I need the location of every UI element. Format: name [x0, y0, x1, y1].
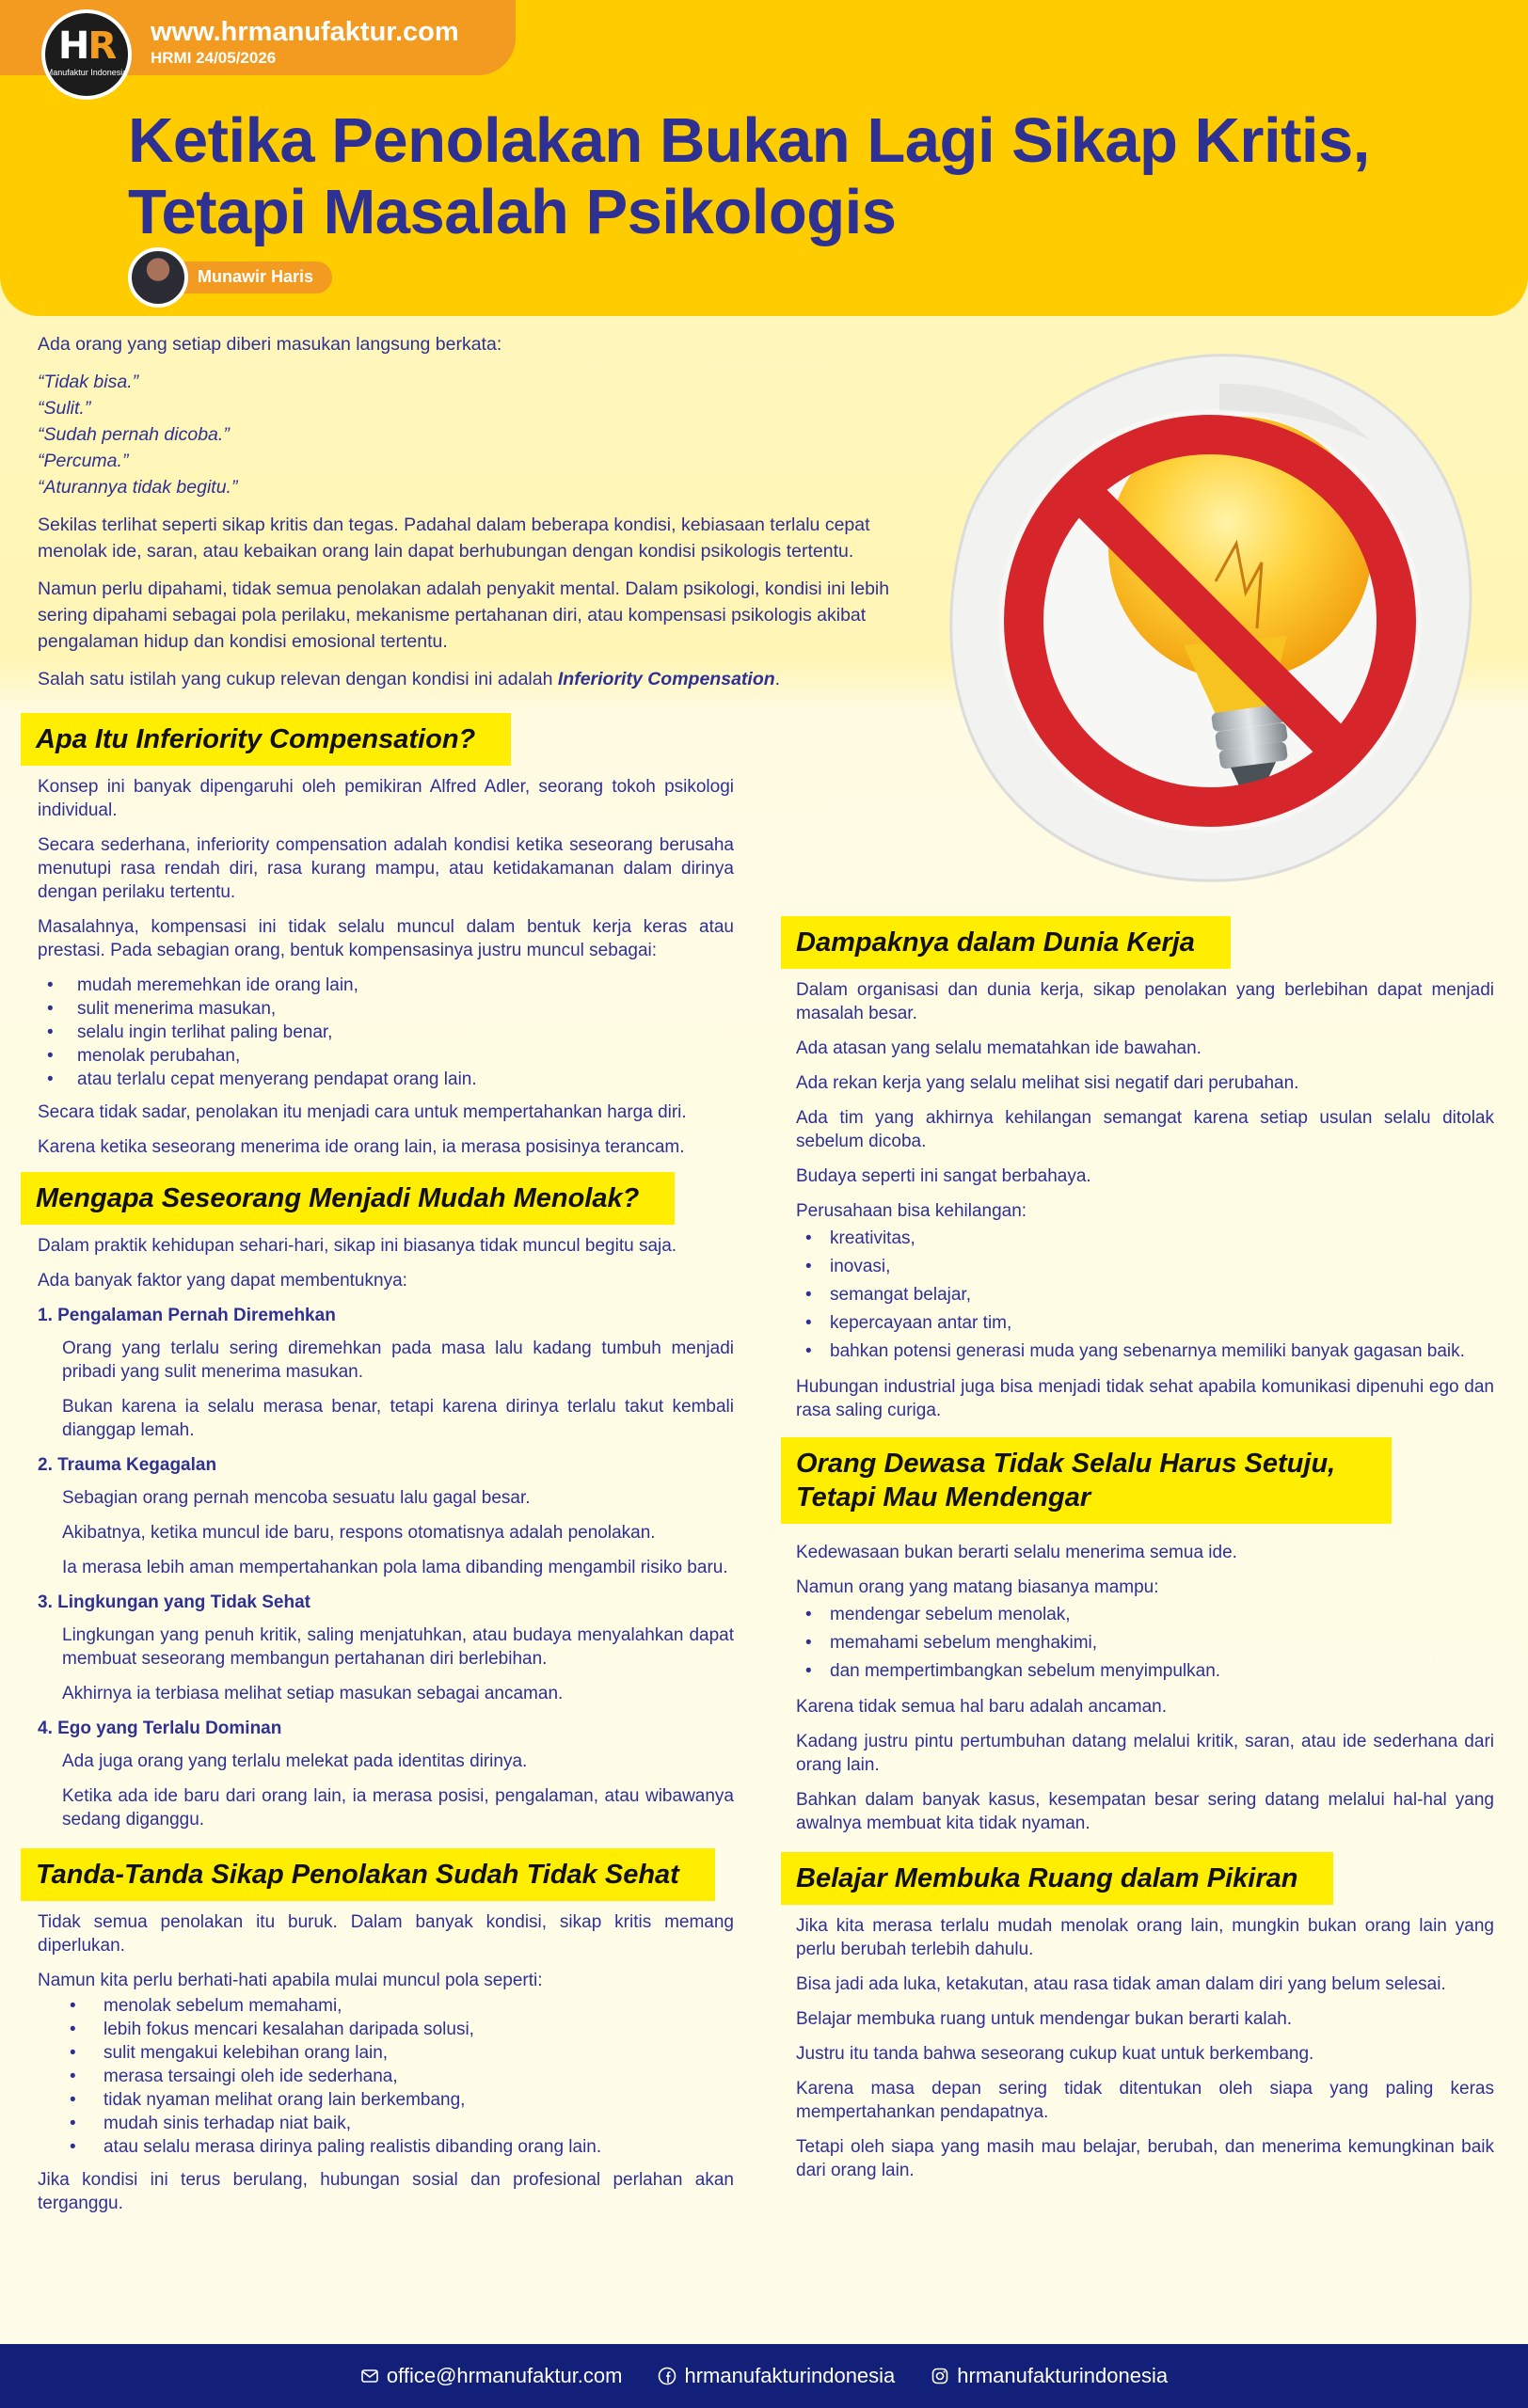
- footer-bar: [0, 2344, 1528, 2408]
- list-item: • kreativitas,: [796, 1225, 1494, 1253]
- instagram-text: hrmanufakturindonesia: [957, 2364, 1169, 2387]
- logo-mark: HR: [57, 24, 116, 68]
- paragraph: Ada rekan kerja yang selalu melihat sisi negatif dari perubahan.: [796, 1073, 1299, 1093]
- list-item: • memahami sebelum menghakimi,: [796, 1629, 1494, 1657]
- section-heading: Belajar Membuka Ruang dalam Pikiran: [781, 1852, 1333, 1905]
- paragraph: Masalahnya, kompensasi ini tidak selalu muncul dalam bentuk kerja keras atau prestasi. Pada sebagian orang, bentuk kompensasinya justru muncul sebagai:: [38, 917, 734, 960]
- heading-line: Orang Dewasa Tidak Selalu Harus Setuju,: [796, 1449, 1336, 1479]
- quote-item: “Sudah pernah dicoba.”: [38, 424, 230, 445]
- avatar: [128, 247, 188, 308]
- intro-lead: Ada orang yang setiap diberi masukan langsung berkata:: [38, 334, 502, 355]
- instagram-icon: [931, 2367, 949, 2385]
- paragraph: Orang yang terlalu sering diremehkan pada masa lalu kadang tumbuh menjadi pribadi yang sulit menerima masukan.: [62, 1339, 734, 1382]
- list-item: • semangat belajar,: [796, 1281, 1494, 1309]
- paragraph: Justru itu tanda bahwa seseorang cukup kuat untuk berkembang.: [796, 2044, 1314, 2064]
- bullet-list: [38, 1994, 734, 2159]
- list-item: • tidak nyaman melihat orang lain berkembang,: [38, 2088, 734, 2112]
- footer-instagram[interactable]: [931, 2364, 1168, 2388]
- list-item: • inovasi,: [796, 1253, 1494, 1281]
- paragraph: Dalam organisasi dan dunia kerja, sikap penolakan yang berlebihan dapat menjadi masalah besar.: [796, 980, 1494, 1023]
- intro-paragraph: Namun perlu dipahami, tidak semua penolakan adalah penyakit mental. Dalam psikologi, kondisi ini lebih sering dipahami sebagai pola perilaku, mekanisme pertahanan diri, atau kompensasi psikologis akibat pengalaman hidup dan kondisi emosional tertentu.: [38, 578, 890, 652]
- factor-heading: 4. Ego yang Terlalu Dominan: [38, 1719, 282, 1738]
- paragraph: Akibatnya, ketika muncul ide baru, respons otomatisnya adalah penolakan.: [62, 1523, 656, 1543]
- list-item: • menolak sebelum memahami,: [38, 1994, 734, 2018]
- brand-logo: [41, 9, 132, 100]
- list-item: • dan mempertimbangkan sebelum menyimpulkan.: [796, 1657, 1494, 1686]
- page-title: [128, 105, 1483, 248]
- intro-paragraph: [38, 666, 918, 692]
- paragraph: Sebagian orang pernah mencoba sesuatu lalu gagal besar.: [62, 1488, 531, 1508]
- factor-heading: 3. Lingkungan yang Tidak Sehat: [38, 1592, 310, 1612]
- facebook-icon: [658, 2367, 676, 2385]
- paragraph: Jika kondisi ini terus berulang, hubungan sosial dan profesional perlahan akan terganggu.: [38, 2170, 734, 2213]
- list-item: • menolak perubahan,: [38, 1044, 734, 1068]
- section-heading: Tanda-Tanda Sikap Penolakan Sudah Tidak Sehat: [21, 1848, 715, 1901]
- quote-list: [38, 369, 918, 500]
- list-item: • mudah sinis terhadap niat baik,: [38, 2112, 734, 2135]
- quote-item: “Sulit.”: [38, 398, 91, 419]
- intro-text: .: [774, 669, 781, 689]
- paragraph: Ada atasan yang selalu mematahkan ide bawahan.: [796, 1038, 1202, 1058]
- paragraph: Ia merasa lebih aman mempertahankan pola lama dibanding mengambil risiko baru.: [62, 1558, 728, 1577]
- paragraph: Kadang justru pintu pertumbuhan datang melalui kritik, saran, atau ide sederhana dari orang lain.: [796, 1732, 1494, 1775]
- intro-section: [38, 331, 918, 704]
- list-item: • kepercayaan antar tim,: [796, 1309, 1494, 1338]
- right-column: [781, 916, 1494, 2194]
- factor-heading: 2. Trauma Kegagalan: [38, 1455, 217, 1475]
- title-line-1: Ketika Penolakan Bukan Lagi Sikap Kritis,: [128, 105, 1370, 176]
- paragraph: Bisa jadi ada luka, ketakutan, atau rasa tidak aman dalam diri yang belum selesai.: [796, 1974, 1446, 1994]
- no-entry-bulb-illustration: [937, 346, 1483, 892]
- list-item: • atau terlalu cepat menyerang pendapat orang lain.: [38, 1068, 734, 1091]
- paragraph: Karena masa depan sering tidak ditentukan oleh siapa yang paling keras mempertahankan pendapatnya.: [796, 2079, 1494, 2122]
- section-heading: [781, 1437, 1392, 1524]
- quote-item: “Aturannya tidak begitu.”: [38, 477, 238, 498]
- paragraph: Hubungan industrial juga bisa menjadi tidak sehat apabila komunikasi dipenuhi ego dan rasa saling curiga.: [796, 1377, 1494, 1420]
- paragraph: Bahkan dalam banyak kasus, kesempatan besar sering datang melalui hal-hal yang awalnya membuat kita tidak nyaman.: [796, 1790, 1494, 1833]
- paragraph: Konsep ini banyak dipengaruhi oleh pemikiran Alfred Adler, seorang tokoh psikologi individual.: [38, 777, 734, 820]
- paragraph: Secara tidak sadar, penolakan itu menjadi cara untuk mempertahankan harga diri.: [38, 1102, 687, 1122]
- paragraph: Namun orang yang matang biasanya mampu:: [796, 1577, 1159, 1597]
- paragraph: Karena tidak semua hal baru adalah ancaman.: [796, 1697, 1167, 1717]
- footer-facebook[interactable]: [658, 2364, 895, 2388]
- bullet-list: [38, 974, 734, 1091]
- header-banner: [0, 0, 1528, 316]
- list-item: • mudah meremehkan ide orang lain,: [38, 974, 734, 997]
- list-item: • merasa tersaingi oleh ide sederhana,: [38, 2065, 734, 2088]
- paragraph: Akhirnya ia terbiasa melihat setiap masukan sebagai ancaman.: [62, 1684, 564, 1703]
- intro-text: Salah satu istilah yang cukup relevan dengan kondisi ini adalah: [38, 669, 558, 689]
- publish-date: HRMI 24/05/2026: [151, 49, 277, 67]
- paragraph: Budaya seperti ini sangat berbahaya.: [796, 1166, 1091, 1186]
- section-heading: Dampaknya dalam Dunia Kerja: [781, 916, 1231, 969]
- paragraph: Ketika ada ide baru dari orang lain, ia merasa posisi, pengalaman, atau wibawanya sedang diganggu.: [62, 1786, 734, 1830]
- paragraph: Tetapi oleh siapa yang masih mau belajar, berubah, dan menerima kemungkinan baik dari orang lain.: [796, 2137, 1494, 2180]
- bullet-list: [796, 1601, 1494, 1686]
- paragraph: Lingkungan yang penuh kritik, saling menjatuhkan, atau budaya menyalahkan dapat membuat seseorang membangun pertahanan diri berlebihan.: [62, 1625, 734, 1669]
- list-item: • sulit mengakui kelebihan orang lain,: [38, 2041, 734, 2065]
- author-name: Munawir Haris: [173, 261, 332, 293]
- paragraph: Ada juga orang yang terlalu melekat pada identitas dirinya.: [62, 1751, 528, 1771]
- list-item: • selalu ingin terlihat paling benar,: [38, 1021, 734, 1044]
- paragraph: Dalam praktik kehidupan sehari-hari, sikap ini biasanya tidak muncul begitu saja.: [38, 1236, 677, 1256]
- site-url[interactable]: www.hrmanufaktur.com: [151, 17, 459, 47]
- intro-paragraph: Sekilas terlihat seperti sikap kritis dan tegas. Padahal dalam beberapa kondisi, kebiasaan terlalu cepat menolak ide, saran, atau kebaikan orang lain dapat berhubungan dengan kondisi psikologis tertentu.: [38, 515, 870, 562]
- paragraph: Jika kita merasa terlalu mudah menolak orang lain, mungkin bukan orang lain yang perlu berubah terlebih dahulu.: [796, 1916, 1494, 1959]
- paragraph: Ada tim yang akhirnya kehilangan semangat karena setiap usulan selalu ditolak sebelum dicoba.: [796, 1108, 1494, 1151]
- section-heading: Apa Itu Inferiority Compensation?: [21, 713, 511, 766]
- paragraph: Karena ketika seseorang menerima ide orang lain, ia merasa posisinya terancam.: [38, 1137, 685, 1157]
- author-badge: [128, 252, 332, 303]
- list-item: • mendengar sebelum menolak,: [796, 1601, 1494, 1629]
- facebook-text: hrmanufakturindonesia: [684, 2364, 896, 2387]
- paragraph: Belajar membuka ruang untuk mendengar bukan berarti kalah.: [796, 2009, 1293, 2029]
- list-item: • bahkan potensi generasi muda yang sebenarnya memiliki banyak gagasan baik.: [796, 1338, 1494, 1366]
- paragraph: Perusahaan bisa kehilangan:: [796, 1201, 1027, 1221]
- list-item: • sulit menerima masukan,: [38, 997, 734, 1021]
- left-column: [21, 713, 734, 2226]
- quote-item: “Percuma.”: [38, 451, 129, 471]
- paragraph: Tidak semua penolakan itu buruk. Dalam banyak kondisi, sikap kritis memang diperlukan.: [38, 1912, 734, 1956]
- footer-email[interactable]: [360, 2364, 623, 2388]
- term-highlight: Inferiority Compensation: [557, 669, 775, 689]
- mail-icon: [360, 2367, 379, 2385]
- factor-heading: 1. Pengalaman Pernah Diremehkan: [38, 1306, 336, 1325]
- list-item: • lebih fokus mencari kesalahan daripada solusi,: [38, 2018, 734, 2041]
- paragraph: Secara sederhana, inferiority compensation adalah kondisi ketika seseorang berusaha menutupi rasa rendah diri, rasa kurang mampu, atau ketidakamanan dalam dirinya dengan perilaku tertentu.: [38, 835, 734, 902]
- quote-item: “Tidak bisa.”: [38, 372, 139, 392]
- paragraph: Bukan karena ia selalu merasa benar, tetapi karena dirinya terlalu takut kembali dianggap lemah.: [62, 1397, 734, 1440]
- logo-subtext: Manufaktur Indonesia: [45, 68, 128, 77]
- paragraph: Kedewasaan bukan berarti selalu menerima semua ide.: [796, 1543, 1237, 1562]
- paragraph: Namun kita perlu berhati-hati apabila mulai muncul pola seperti:: [38, 1971, 543, 1990]
- list-item: • atau selalu merasa dirinya paling realistis dibanding orang lain.: [38, 2135, 734, 2159]
- section-heading: Mengapa Seseorang Menjadi Mudah Menolak?: [21, 1172, 675, 1225]
- paragraph: Ada banyak faktor yang dapat membentuknya:: [38, 1271, 407, 1291]
- title-line-2: Tetapi Masalah Psikologis: [128, 177, 897, 247]
- email-text: office@hrmanufaktur.com: [386, 2364, 623, 2387]
- heading-line: Tetapi Mau Mendengar: [796, 1482, 1091, 1513]
- bullet-list: [796, 1225, 1494, 1366]
